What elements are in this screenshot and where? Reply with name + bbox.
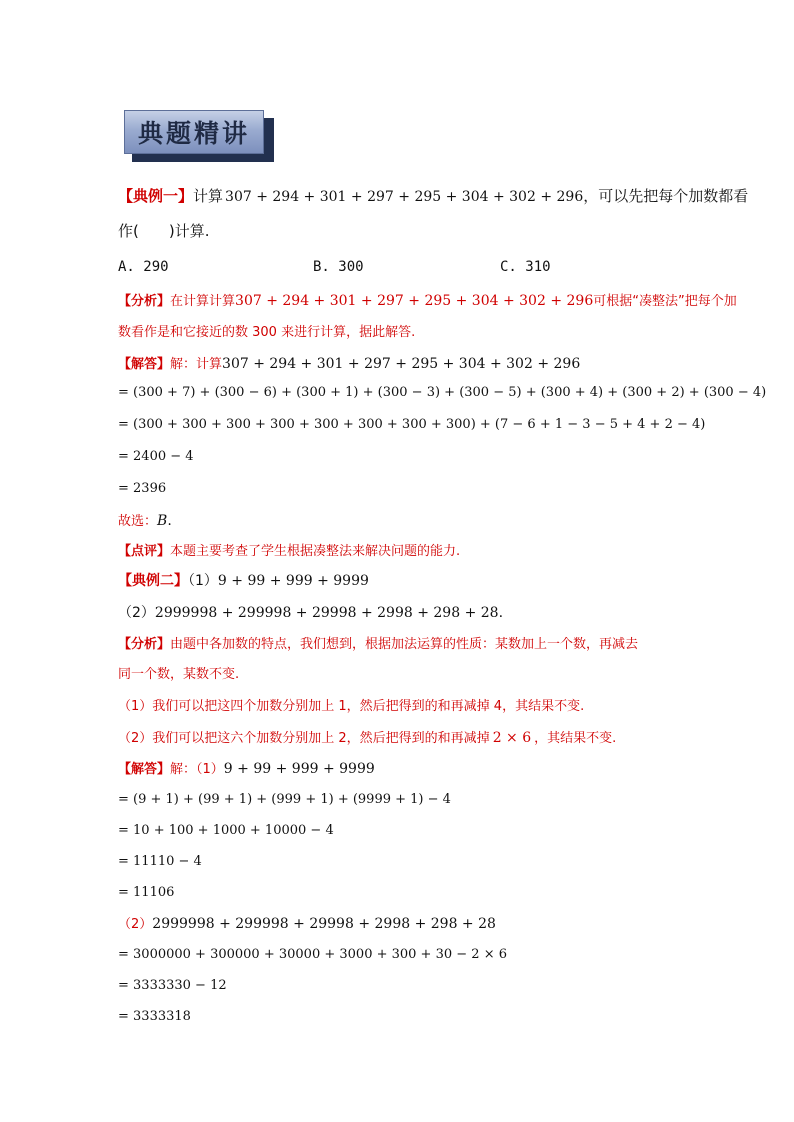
ex1-analysis-tag: 【分析】 [118,294,171,309]
ex2-step2-3: = 3333318 [118,1009,191,1024]
ex2-analysis-line2: 同一个数，某数不变. [118,667,240,682]
ex2-step1-2: = 10 + 100 + 1000 + 10000 − 4 [118,823,334,838]
ex2-q1-label: （1） [188,573,218,589]
ex1-step-3: = 2400 − 4 [118,449,194,464]
ex1-q-expr: 307 + 294 + 301 + 297 + 295 + 304 + 302 + 296 [225,189,584,205]
ex1-analysis-line2: 数看作是和它接近的数 300 来进行计算，据此解答. [118,325,416,340]
ex2-step1-4: = 11106 [118,885,175,900]
banner-title: 典题精讲 [137,119,250,148]
ex2-analysis-p2-a: （2）我们可以把这六个加数分别加上 2，然后把得到的和再减掉 [118,731,490,746]
ex2-analysis-p1: （1）我们可以把这四个加数分别加上 1，然后把得到的和再减掉 4，其结果不变. [118,699,585,714]
ex1-option-a: A. 290 [118,259,169,275]
ex2-step1-1: = (9 + 1) + (99 + 1) + (999 + 1) + (9999 + 1) − 4 [118,792,451,807]
ex2-question-line1 [118,572,369,590]
ex2-tag: 【典例二】 [118,573,188,589]
ex1-question-line1 [118,187,748,206]
ex1-solution-a: 解：计算 [170,357,223,372]
ex2-solution-tag: 【解答】 [118,762,171,777]
ex1-analysis-expr: 307 + 294 + 301 + 297 + 295 + 304 + 302 + 296 [235,293,594,309]
ex1-q-prefix: 计算 [193,187,224,205]
ex2-part2-label: （2） [118,917,153,932]
ex1-analysis-b: 可根据“凑整法”把每个加 [593,294,737,309]
ex1-analysis-a: 在计算计算 [170,294,236,309]
ex1-solution-tag: 【解答】 [118,357,171,372]
ex1-answer-value: B [157,513,168,529]
ex2-analysis-p2-expr: 2 × 6 [492,730,532,746]
ex1-step-4: = 2396 [118,481,167,496]
ex1-question-line2 [118,222,209,240]
ex2-q2-end: . [498,605,504,621]
ex2-step2-1: = 3000000 + 300000 + 30000 + 3000 + 300 + 30 − 2 × 6 [118,947,507,962]
ex1-solution-line [118,355,580,374]
ex1-step-2: = (300 + 300 + 300 + 300 + 300 + 300 + 300 + 300) + (7 − 6 + 1 − 3 − 5 + 4 + 2 − 4) [118,417,706,432]
ex1-comment-text: 本题主要考查了学生根据凑整法来解决问题的能力. [170,544,461,559]
ex2-analysis-p2 [118,729,616,748]
ex1-comment-tag: 【点评】 [118,544,171,559]
ex1-answer-label: 故选： [118,514,158,529]
ex1-step-1: = (300 + 7) + (300 − 6) + (300 + 1) + (300 − 3) + (300 − 5) + (300 + 4) + (300 + 2) + (300 − 4) [118,385,767,400]
ex1-answer-line [118,512,172,531]
ex2-solution-a: 解：（1） [170,762,224,777]
ex2-q2-label: （2） [118,605,155,621]
ex2-solution-line [118,760,375,779]
ex2-step1-3: = 11110 − 4 [118,854,202,869]
banner-box [124,110,264,154]
ex1-solution-expr: 307 + 294 + 301 + 297 + 295 + 304 + 302 + 296 [222,356,581,372]
ex2-q2-expr: 2999998 + 299998 + 29998 + 2998 + 298 + 28 [154,605,499,621]
ex1-answer-end: . [167,513,172,529]
section-banner [124,110,274,162]
ex2-step2-2: = 3333330 − 12 [118,978,227,993]
ex2-analysis-p2-b: ，其结果不变. [534,731,617,746]
ex2-question-line2 [118,604,503,622]
ex2-part2-expr: 2999998 + 299998 + 29998 + 2998 + 298 + 28 [152,916,496,932]
ex1-q-line2-a: 作( [118,222,139,240]
ex1-q-line2-b: )计算. [168,222,210,240]
ex2-solution-expr: 9 + 99 + 999 + 9999 [223,761,375,777]
ex1-q-suffix: ，可以先把每个加数都看 [583,187,749,205]
ex2-analysis-line1 [118,636,638,654]
ex2-analysis-tag: 【分析】 [118,637,171,652]
ex2-q1-expr: 9 + 99 + 999 + 9999 [217,573,369,589]
ex1-tag: 【典例一】 [118,187,194,205]
ex1-option-c: C. 310 [500,259,551,275]
ex1-comment-line [118,543,460,561]
ex1-option-b: B. 300 [313,259,364,275]
ex1-analysis-line1 [118,292,737,311]
ex2-analysis-text1: 由题中各加数的特点，我们想到，根据加法运算的性质：某数加上一个数，再减去 [170,637,639,652]
ex2-part2-line [118,915,496,934]
